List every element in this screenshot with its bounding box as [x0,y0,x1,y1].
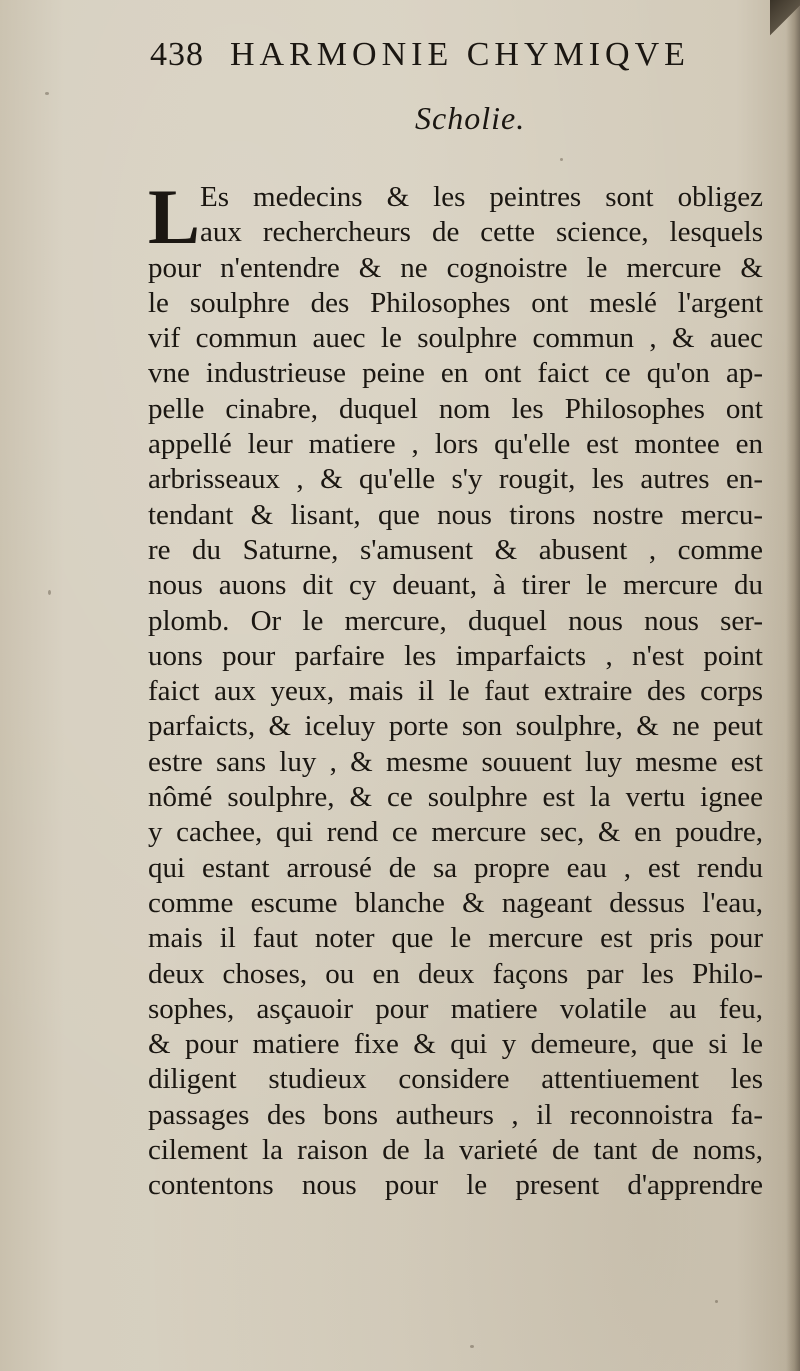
text-line: sophes, asçauoir pour matiere volatile au feu, [148,992,763,1025]
text-line: & pour matiere fixe & qui y demeure, que si le [148,1028,763,1061]
text-line: tendant & lisant, que nous tirons nostre mercu- [148,498,763,531]
text-line: vne industrieuse peine en ont faict ce qu'on ap- [148,357,763,390]
text-line: uons pour parfaire les imparfaicts , n'est point [148,639,763,672]
page-corner-fold [770,0,800,40]
text-line: cilement la raison de la varieté de tant de noms, [148,1134,763,1167]
text-line: pelle cinabre, duquel nom les Philosophes ont [148,392,763,425]
text-line: nômé soulphre, & ce soulphre est la vertu ignee [148,781,763,814]
paper-speck [715,1300,718,1303]
text-line: arbrisseaux , & qu'elle s'y rougit, les autres en- [148,463,763,496]
paper-speck [470,1345,474,1348]
text-line: aux rechercheurs de cette science, lesquels [200,216,763,249]
page-number: 438 [150,36,204,73]
text-line: mais il faut noter que le mercure est pris pour [148,922,763,955]
text-line: vif commun auec le soulphre commun , & auec [148,322,763,355]
section-title: Scholie. [415,100,526,136]
text-line: plomb. Or le mercure, duquel nous nous ser- [148,604,763,637]
text-line: le soulphre des Philosophes ont meslé l'argent [148,286,763,319]
text-line: faict aux yeux, mais il le faut extraire des corps [148,675,763,708]
text-line: comme escume blanche & nageant dessus l'eau, [148,886,763,919]
paper-speck [48,590,51,595]
text-line: diligent studieux considere attentiuement les [148,1063,763,1096]
paper-speck [45,92,49,95]
running-head: HARMONIE CHYMIQVE [230,36,690,73]
body-text [148,173,763,1204]
text-line: y cachee, qui rend ce mercure sec, & en poudre, [148,816,763,849]
drop-cap: L [148,173,201,260]
text-line: estre sans luy , & mesme souuent luy mesme est [148,745,763,778]
text-line: contentons nous pour le present d'apprendre [148,1169,763,1202]
text-line: passages des bons autheurs , il reconnoistra fa- [148,1098,763,1131]
text-line: pour n'entendre & ne cognoistre le mercure & [148,251,763,284]
page-header [150,30,730,80]
page-edge-shadow [786,0,800,1371]
text-line: Es medecins & les peintres sont obligez [200,181,763,213]
text-line: re du Saturne, s'amusent & abusent , comme [148,533,763,566]
text-line: parfaicts, & iceluy porte son soulphre, & ne peut [148,710,763,743]
text-line: appellé leur matiere , lors qu'elle est montee en [148,428,763,461]
text-line: nous auons dit cy deuant, à tirer le mercure du [148,569,763,602]
paper-speck [560,158,563,161]
text-line: deux choses, ou en deux façons par les Philo- [148,957,763,990]
text-line: qui estant arrousé de sa propre eau , est rendu [148,851,763,884]
